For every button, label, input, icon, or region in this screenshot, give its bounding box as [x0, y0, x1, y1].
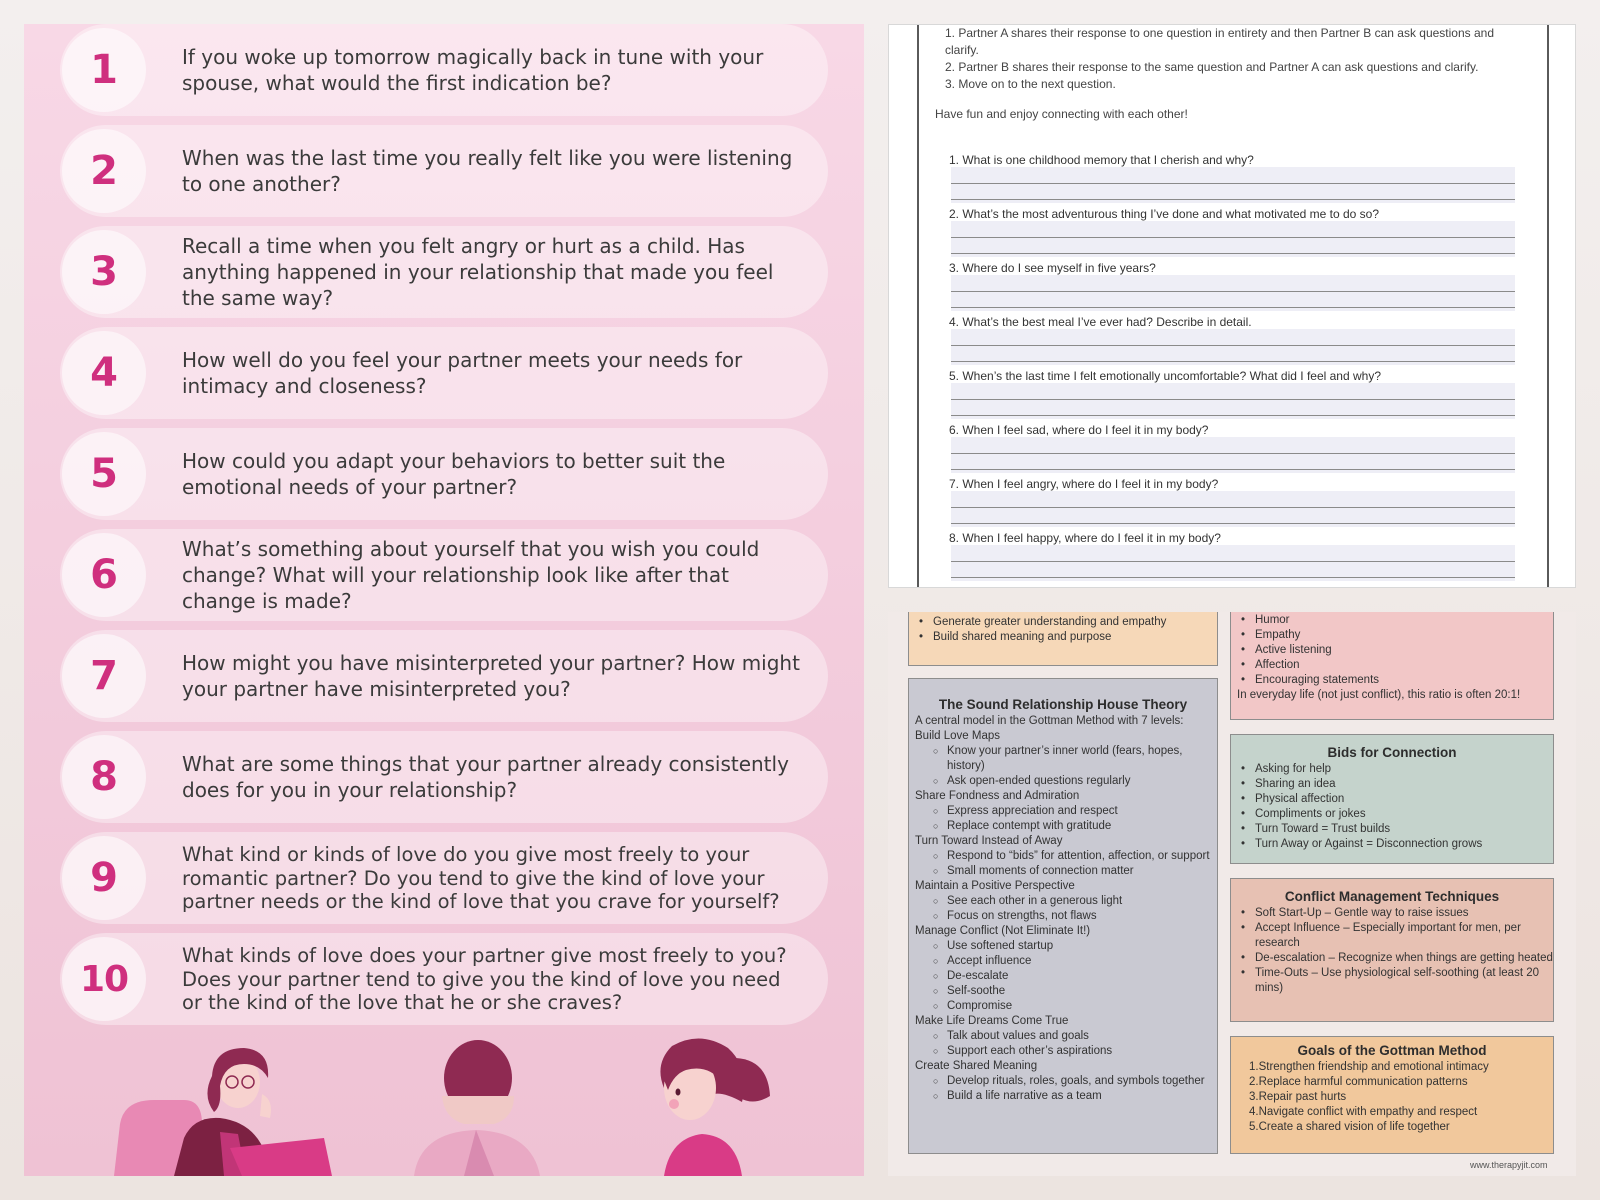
sound-relationship-house-box	[908, 678, 1218, 1154]
bids-item: • Asking for help	[1231, 762, 1553, 777]
question-number: 9	[62, 836, 146, 920]
house-level-item: ○ Accept influence	[909, 954, 1217, 969]
therapy-session-illustration	[24, 1034, 864, 1176]
instruction-line: 3. Move on to the next question.	[945, 77, 1116, 91]
answer-box-8[interactable]	[951, 545, 1515, 581]
question-number: 8	[62, 735, 146, 819]
question-text: What are some things that your partner already consistently does for you in your relationship?	[182, 752, 789, 802]
conflict-item: • Accept Influence – Especially important for men, per research	[1231, 921, 1553, 951]
worksheet-question-6: 6. When I feel sad, where do I feel it in my body?	[949, 423, 1209, 437]
house-level-item: ○ Build a life narrative as a team	[909, 1089, 1217, 1104]
box-title: Conflict Management Techniques	[1284, 889, 1500, 904]
answer-box-7[interactable]	[951, 491, 1515, 527]
worksheet-question-8: 8. When I feel happy, where do I feel it in my body?	[949, 531, 1221, 545]
question-item-6	[60, 529, 828, 621]
question-text: If you woke up tomorrow magically back in tune with your spouse, what would the first indication be?	[182, 45, 764, 95]
question-number: 6	[62, 533, 146, 617]
answer-line	[951, 507, 1515, 508]
house-level-item: ○ Ask open-ended questions regularly	[909, 774, 1217, 789]
house-level-item: ○ Replace contempt with gratitude	[909, 819, 1217, 834]
question-number: 10	[62, 937, 146, 1021]
house-level: Manage Conflict (Not Eliminate It!)	[915, 925, 1091, 937]
goal-item: 3.Repair past hurts	[1249, 1091, 1347, 1103]
question-number: 5	[62, 432, 146, 516]
answer-line	[951, 183, 1515, 184]
question-item-10	[60, 933, 828, 1025]
house-level: Share Fondness and Admiration	[915, 790, 1080, 802]
purpose-box	[908, 612, 1218, 666]
house-level-item: ○ Talk about values and goals	[909, 1029, 1217, 1044]
purpose-item: • Build shared meaning and purpose	[909, 630, 1217, 645]
house-level-item: ○ Develop rituals, roles, goals, and symbols together	[909, 1074, 1217, 1089]
house-level-item: ○ Know your partner’s inner world (fears, hopes, history)	[909, 744, 1217, 774]
communication-worksheet	[888, 24, 1576, 588]
worksheet-border-right	[1547, 25, 1549, 587]
answer-box-4[interactable]	[951, 329, 1515, 365]
bids-for-connection-box	[1230, 734, 1554, 864]
house-level-item: ○ Support each other’s aspirations	[909, 1044, 1217, 1059]
worksheet-question-3: 3. Where do I see myself in five years?	[949, 261, 1156, 275]
goal-item: 4.Navigate conflict with empathy and respect	[1249, 1106, 1478, 1118]
question-text: When was the last time you really felt like you were listening to one another?	[182, 146, 793, 196]
answer-line	[951, 415, 1515, 416]
question-item-5	[60, 428, 828, 520]
question-item-2	[60, 125, 828, 217]
positive-item: • Humor	[1231, 613, 1553, 628]
answer-line	[951, 291, 1515, 292]
question-item-8	[60, 731, 828, 823]
answer-line	[951, 253, 1515, 254]
conflict-item: • Time-Outs – Use physiological self-soothing (at least 20 mins)	[1231, 966, 1553, 996]
answer-box-5[interactable]	[951, 383, 1515, 419]
positive-item: • Empathy	[1231, 628, 1553, 643]
gottman-cheat-sheet	[888, 612, 1576, 1176]
bids-item: • Physical affection	[1231, 792, 1553, 807]
goal-item: 2.Replace harmful communication patterns	[1249, 1076, 1468, 1088]
box-title: Goals of the Gottman Method	[1297, 1043, 1487, 1058]
goal-item: 1.Strengthen friendship and emotional intimacy	[1249, 1061, 1489, 1073]
conflict-item: • De-escalation – Recognize when things are getting heated	[1231, 951, 1553, 966]
positive-interactions-box	[1230, 612, 1554, 720]
answer-line	[951, 399, 1515, 400]
worksheet-closing: Have fun and enjoy connecting with each other!	[935, 107, 1188, 121]
bids-item: • Compliments or jokes	[1231, 807, 1553, 822]
answer-line	[951, 237, 1515, 238]
house-level-item: ○ De-escalate	[909, 969, 1217, 984]
question-number: 4	[62, 331, 146, 415]
answer-line	[951, 307, 1515, 308]
question-item-9	[60, 832, 828, 924]
question-number: 7	[62, 634, 146, 718]
answer-box-2[interactable]	[951, 221, 1515, 257]
answer-line	[951, 469, 1515, 470]
house-level: Make Life Dreams Come True	[915, 1015, 1069, 1027]
answer-box-3[interactable]	[951, 275, 1515, 311]
question-text: Recall a time when you felt angry or hurt as a child. Has anything happened in your relationship that made you feel the same way?	[182, 234, 774, 310]
instruction-line: clarify.	[945, 43, 979, 57]
house-level-item: ○ Self-soothe	[909, 984, 1217, 999]
positive-item: • Affection	[1231, 658, 1553, 673]
worksheet-question-5: 5. When’s the last time I felt emotionally uncomfortable? What did I feel and why?	[949, 369, 1381, 383]
worksheet-question-2: 2. What’s the most adventurous thing I’ve done and what motivated me to do so?	[949, 207, 1380, 221]
house-intro: A central model in the Gottman Method with 7 levels:	[915, 715, 1184, 727]
worksheet-question-7: 7. When I feel angry, where do I feel it in my body?	[949, 477, 1219, 491]
house-level: Turn Toward Instead of Away	[915, 835, 1063, 847]
answer-box-6[interactable]	[951, 437, 1515, 473]
answer-line	[951, 361, 1515, 362]
house-level: Maintain a Positive Perspective	[915, 880, 1075, 892]
question-text: What kinds of love does your partner give most freely to you? Does your partner tend to give you the kind of love you need or the kind of the love that he or she craves?	[182, 943, 787, 1014]
question-text: What’s something about yourself that you wish you could change? What will your relationship look like after that change is made?	[182, 537, 760, 613]
question-item-7	[60, 630, 828, 722]
bids-item: • Sharing an idea	[1231, 777, 1553, 792]
answer-line	[951, 577, 1515, 578]
box-title: Bids for Connection	[1327, 745, 1457, 760]
question-card-panel	[24, 24, 864, 1176]
question-number: 1	[62, 28, 146, 112]
worksheet-border-left	[917, 25, 919, 587]
question-text: How might you have misinterpreted your partner? How might your partner have misinterpreted you?	[182, 651, 800, 701]
answer-box-1[interactable]	[951, 167, 1515, 203]
house-level-item: ○ Express appreciation and respect	[909, 804, 1217, 819]
conflict-item: • Soft Start-Up – Gentle way to raise issues	[1231, 906, 1553, 921]
ratio-note: In everyday life (not just conflict), this ratio is often 20:1!	[1237, 689, 1521, 701]
answer-line	[951, 199, 1515, 200]
question-text: How could you adapt your behaviors to better suit the emotional needs of your partner?	[182, 449, 726, 499]
worksheet-instructions	[945, 25, 1545, 93]
house-level-item: ○ Small moments of connection matter	[909, 864, 1217, 879]
question-text: How well do you feel your partner meets your needs for intimacy and closeness?	[182, 348, 743, 398]
instruction-line: 1. Partner A shares their response to one question in entirety and then Partner B can ask questions and	[945, 26, 1495, 40]
bids-item: • Turn Away or Against = Disconnection grows	[1231, 837, 1553, 852]
bids-item: • Turn Toward = Trust builds	[1231, 822, 1553, 837]
question-item-3	[60, 226, 828, 318]
house-level-item: ○ Focus on strengths, not flaws	[909, 909, 1217, 924]
question-item-1	[60, 24, 828, 116]
watermark: www.therapyjit.com	[1470, 1160, 1548, 1170]
worksheet-question-4: 4. What’s the best meal I’ve ever had? Describe in detail.	[949, 315, 1252, 329]
answer-line	[951, 453, 1515, 454]
box-title: The Sound Relationship House Theory	[938, 697, 1188, 712]
positive-item: • Encouraging statements	[1231, 673, 1553, 688]
answer-line	[951, 345, 1515, 346]
house-level-item: ○ Use softened startup	[909, 939, 1217, 954]
question-number: 3	[62, 230, 146, 314]
purpose-item: • Generate greater understanding and empathy	[909, 615, 1217, 630]
house-level: Create Shared Meaning	[915, 1060, 1038, 1072]
gottman-goals-box	[1230, 1036, 1554, 1154]
house-level-item: ○ Respond to “bids” for attention, affection, or support	[909, 849, 1217, 864]
answer-line	[951, 561, 1515, 562]
question-item-4	[60, 327, 828, 419]
question-number: 2	[62, 129, 146, 213]
worksheet-question-1: 1. What is one childhood memory that I cherish and why?	[949, 153, 1254, 167]
house-level: Build Love Maps	[915, 730, 1001, 742]
instruction-line: 2. Partner B shares their response to the same question and Partner A can ask questions and clarify.	[945, 60, 1479, 74]
house-level-item: ○ See each other in a generous light	[909, 894, 1217, 909]
conflict-management-box	[1230, 878, 1554, 1022]
house-level-item: ○ Compromise	[909, 999, 1217, 1014]
question-text: What kind or kinds of love do you give most freely to your romantic partner? Do you tend to give the kind of love your partner needs or the kind of love that you crave for yourself?	[182, 842, 780, 913]
positive-item: • Active listening	[1231, 643, 1553, 658]
goal-item: 5.Create a shared vision of life together	[1249, 1121, 1450, 1133]
answer-line	[951, 523, 1515, 524]
